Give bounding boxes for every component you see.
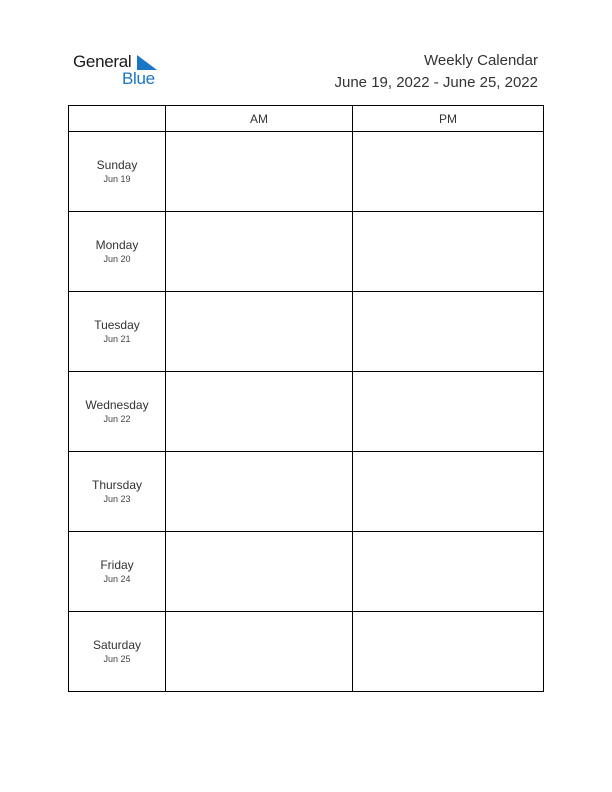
am-cell[interactable] (166, 532, 353, 612)
day-date: Jun 21 (103, 334, 131, 344)
day-date: Jun 19 (103, 174, 131, 184)
day-name: Friday (100, 558, 134, 572)
pm-cell[interactable] (353, 532, 544, 612)
page-title: Weekly Calendar (424, 52, 538, 69)
pm-cell[interactable] (353, 612, 544, 692)
generalblue-logo (73, 52, 163, 92)
table-row (69, 532, 544, 612)
day-date: Jun 23 (103, 494, 131, 504)
am-cell[interactable] (166, 292, 353, 372)
table-row (69, 612, 544, 692)
day-name: Monday (95, 238, 139, 252)
day-cell (69, 372, 166, 452)
day-name: Saturday (92, 638, 142, 652)
table-row (69, 452, 544, 532)
am-cell[interactable] (166, 372, 353, 452)
logo-text-blue: Blue (122, 69, 155, 88)
day-name: Tuesday (94, 318, 140, 332)
pm-cell[interactable] (353, 452, 544, 532)
day-name: Thursday (91, 478, 143, 492)
document-header (335, 50, 539, 94)
pm-cell[interactable] (353, 132, 544, 212)
pm-cell[interactable] (353, 212, 544, 292)
logo-text-general: General (73, 52, 132, 71)
day-cell (69, 612, 166, 692)
table-row (69, 292, 544, 372)
weekly-calendar-table (68, 105, 544, 692)
am-cell[interactable] (166, 132, 353, 212)
am-cell[interactable] (166, 452, 353, 532)
day-cell (69, 132, 166, 212)
day-cell (69, 292, 166, 372)
header-am: AM (166, 106, 353, 132)
day-cell (69, 532, 166, 612)
date-range: June 19, 2022 - June 25, 2022 (334, 74, 538, 91)
table-row (69, 372, 544, 452)
header-row (69, 106, 544, 132)
day-name: Wednesday (85, 398, 149, 412)
day-date: Jun 22 (103, 414, 131, 424)
table-row (69, 132, 544, 212)
logo-triangle-icon (137, 55, 157, 70)
day-date: Jun 20 (103, 254, 131, 264)
pm-cell[interactable] (353, 292, 544, 372)
header-pm: PM (353, 106, 544, 132)
day-name: Sunday (96, 158, 138, 172)
pm-cell[interactable] (353, 372, 544, 452)
table-row (69, 212, 544, 292)
day-date: Jun 25 (103, 654, 131, 664)
header-day (69, 106, 166, 132)
am-cell[interactable] (166, 612, 353, 692)
day-date: Jun 24 (103, 574, 131, 584)
day-cell (69, 212, 166, 292)
am-cell[interactable] (166, 212, 353, 292)
day-cell (69, 452, 166, 532)
